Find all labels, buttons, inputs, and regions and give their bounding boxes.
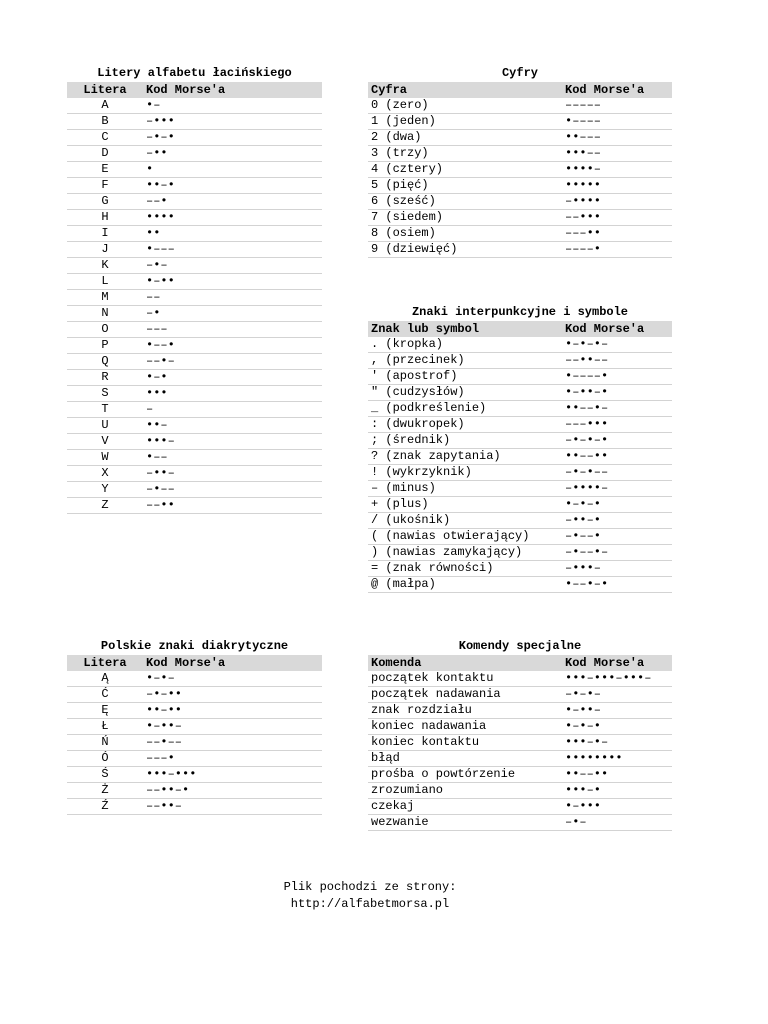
symbol-cell: = (znak równości) [368, 561, 562, 577]
table-row [67, 498, 322, 514]
special-commands-section [368, 638, 672, 831]
morse-code-cell: •––•–• [562, 577, 672, 593]
symbol-cell: W [67, 450, 143, 466]
table-row [67, 338, 322, 354]
symbol-cell: 4 (cztery) [368, 162, 562, 178]
table-row [67, 402, 322, 418]
table-row [67, 735, 322, 751]
table-row [67, 306, 322, 322]
polish-diacritics-title: Polskie znaki diakrytyczne [100, 639, 289, 653]
table-row [368, 735, 672, 751]
column-header: Kod Morse'a [143, 655, 322, 671]
symbol-cell: ( (nawias otwierający) [368, 529, 562, 545]
morse-code-cell: •–•–• [562, 497, 672, 513]
table-row [368, 146, 672, 162]
table-row [368, 98, 672, 114]
table-row [67, 482, 322, 498]
symbol-cell: . (kropka) [368, 337, 562, 353]
table-row [67, 162, 322, 178]
morse-code-cell: –– [143, 290, 322, 306]
symbol-cell: Ó [67, 751, 143, 767]
table-row [368, 130, 672, 146]
symbol-cell: 9 (dziewięć) [368, 242, 562, 258]
morse-code-cell: •–––– [562, 114, 672, 130]
morse-code-cell: –•–•–– [562, 465, 672, 481]
morse-code-cell: •••–••• [143, 767, 322, 783]
morse-code-cell: ––•–– [143, 735, 322, 751]
table-row [368, 719, 672, 735]
table-row [368, 799, 672, 815]
table-row [368, 545, 672, 561]
symbol-cell: C [67, 130, 143, 146]
symbol-cell: : (dwukropek) [368, 417, 562, 433]
symbol-cell: + (plus) [368, 497, 562, 513]
table-row [368, 194, 672, 210]
symbol-cell: O [67, 322, 143, 338]
table-header-row [67, 655, 322, 671]
table-row [67, 194, 322, 210]
symbol-cell: _ (podkreślenie) [368, 401, 562, 417]
morse-code-cell: •–•–• [562, 719, 672, 735]
table-row [368, 687, 672, 703]
table-row [368, 401, 672, 417]
symbol-cell: Q [67, 354, 143, 370]
digits-section [368, 65, 672, 258]
table-header-row [368, 82, 672, 98]
morse-code-cell: –•–• [143, 130, 322, 146]
table-header-row [368, 321, 672, 337]
morse-code-cell: •–•• [143, 274, 322, 290]
symbol-cell: H [67, 210, 143, 226]
table-row [368, 481, 672, 497]
column-header: Kod Morse'a [562, 82, 672, 98]
table-row [368, 671, 672, 687]
morse-code-cell: •••–•– [562, 735, 672, 751]
column-header: Znak lub symbol [368, 321, 562, 337]
table-row [67, 767, 322, 783]
morse-code-cell: ––••–– [562, 353, 672, 369]
morse-code-cell: –•– [562, 815, 672, 831]
column-header: Komenda [368, 655, 562, 671]
symbol-cell: Ą [67, 671, 143, 687]
morse-code-cell: •– [143, 98, 322, 114]
morse-code-cell: ––••–• [143, 783, 322, 799]
symbol-cell: Ś [67, 767, 143, 783]
column-header: Kod Morse'a [562, 321, 672, 337]
symbol-cell: @ (małpa) [368, 577, 562, 593]
morse-code-cell: ••––•• [562, 449, 672, 465]
symbol-cell: początek nadawania [368, 687, 562, 703]
morse-code-cell: ••––•– [562, 401, 672, 417]
morse-code-cell: •––– [143, 242, 322, 258]
symbol-cell: L [67, 274, 143, 290]
morse-code-cell: ––––– [562, 98, 672, 114]
column-header: Cyfra [368, 82, 562, 98]
symbol-cell: 0 (zero) [368, 98, 562, 114]
symbol-cell: M [67, 290, 143, 306]
table-row [67, 146, 322, 162]
symbol-cell: koniec nadawania [368, 719, 562, 735]
morse-code-cell: •–• [143, 370, 322, 386]
footer-source-url: http://alfabetmorsa.pl [290, 897, 450, 911]
table-row [368, 577, 672, 593]
punctuation-title: Znaki interpunkcyjne i symbole [411, 305, 629, 319]
morse-code-cell: –••– [143, 466, 322, 482]
symbol-cell: 6 (sześć) [368, 194, 562, 210]
morse-code-cell: –•••– [562, 561, 672, 577]
table-row [67, 258, 322, 274]
symbol-cell: S [67, 386, 143, 402]
morse-code-cell: –•––•– [562, 545, 672, 561]
morse-code-cell: –•– [143, 258, 322, 274]
symbol-cell: Y [67, 482, 143, 498]
symbol-cell: 5 (pięć) [368, 178, 562, 194]
symbol-cell: 8 (osiem) [368, 226, 562, 242]
symbol-cell: koniec kontaktu [368, 735, 562, 751]
morse-code-cell: –••• [143, 114, 322, 130]
morse-code-cell: ••–• [143, 178, 322, 194]
morse-code-cell: ––••– [143, 799, 322, 815]
morse-code-cell: •••– [143, 434, 322, 450]
morse-code-cell: •••–• [562, 783, 672, 799]
morse-code-cell: •–•– [143, 671, 322, 687]
table-row [67, 210, 322, 226]
morse-code-cell: –•–•–• [562, 433, 672, 449]
morse-code-cell: –• [143, 306, 322, 322]
symbol-cell: ) (nawias zamykający) [368, 545, 562, 561]
morse-code-cell: –––•• [562, 226, 672, 242]
symbol-cell: B [67, 114, 143, 130]
table-row [368, 529, 672, 545]
punctuation-section [368, 304, 672, 593]
symbol-cell: " (cudzysłów) [368, 385, 562, 401]
table-row [67, 354, 322, 370]
table-row [67, 130, 322, 146]
morse-code-cell: –––• [143, 751, 322, 767]
symbol-cell: 2 (dwa) [368, 130, 562, 146]
latin-letters-section [67, 65, 322, 514]
table-row [368, 337, 672, 353]
table-row [368, 815, 672, 831]
column-header: Kod Morse'a [562, 655, 672, 671]
symbol-cell: V [67, 434, 143, 450]
symbol-cell: – (minus) [368, 481, 562, 497]
table-row [67, 450, 322, 466]
symbol-cell: 3 (trzy) [368, 146, 562, 162]
morse-code-cell: •••••••• [562, 751, 672, 767]
table-row [67, 242, 322, 258]
symbol-cell: znak rozdziału [368, 703, 562, 719]
symbol-cell: , (przecinek) [368, 353, 562, 369]
table-row [67, 687, 322, 703]
table-row [368, 703, 672, 719]
morse-code-cell: –•• [143, 146, 322, 162]
table-row [368, 433, 672, 449]
symbol-cell: ' (apostrof) [368, 369, 562, 385]
table-row [67, 370, 322, 386]
column-header: Litera [67, 655, 143, 671]
symbol-cell: U [67, 418, 143, 434]
table-row [67, 751, 322, 767]
table-row [368, 497, 672, 513]
symbol-cell: T [67, 402, 143, 418]
digits-title: Cyfry [501, 66, 538, 80]
symbol-cell: I [67, 226, 143, 242]
table-row [368, 783, 672, 799]
table-row [67, 671, 322, 687]
table-row [67, 226, 322, 242]
symbol-cell: ? (znak zapytania) [368, 449, 562, 465]
table-row [368, 561, 672, 577]
morse-code-cell: –••••– [562, 481, 672, 497]
symbol-cell: / (ukośnik) [368, 513, 562, 529]
symbol-cell: początek kontaktu [368, 671, 562, 687]
morse-code-cell: ••– [143, 418, 322, 434]
symbol-cell: P [67, 338, 143, 354]
table-row [67, 114, 322, 130]
column-header: Litera [67, 82, 143, 98]
symbol-cell: zrozumiano [368, 783, 562, 799]
morse-code-cell: –•–– [143, 482, 322, 498]
symbol-cell: Z [67, 498, 143, 514]
symbol-cell: Ę [67, 703, 143, 719]
table-row [67, 434, 322, 450]
symbol-cell: K [67, 258, 143, 274]
morse-code-cell: ••• [143, 386, 322, 402]
morse-code-cell: •–••–• [562, 385, 672, 401]
morse-code-cell: •••• [143, 210, 322, 226]
digits-table [368, 82, 672, 258]
table-row [67, 783, 322, 799]
morse-code-cell: ––• [143, 194, 322, 210]
morse-code-cell: •–••– [562, 703, 672, 719]
special-commands-title: Komendy specjalne [458, 639, 582, 653]
morse-code-cell: ••––•• [562, 767, 672, 783]
morse-code-cell: –•–•– [562, 687, 672, 703]
symbol-cell: 1 (jeden) [368, 114, 562, 130]
table-row [368, 513, 672, 529]
morse-code-cell: ––•– [143, 354, 322, 370]
morse-code-cell: ––– [143, 322, 322, 338]
symbol-cell: A [67, 98, 143, 114]
source-footer [220, 879, 520, 913]
morse-code-cell: •••–•••–•••– [562, 671, 672, 687]
special-commands-table [368, 655, 672, 831]
table-row [67, 98, 322, 114]
table-row [368, 178, 672, 194]
table-row [368, 767, 672, 783]
table-row [67, 274, 322, 290]
table-row [67, 386, 322, 402]
symbol-cell: F [67, 178, 143, 194]
table-row [368, 162, 672, 178]
symbol-cell: prośba o powtórzenie [368, 767, 562, 783]
footer-source-label: Plik pochodzi ze strony: [283, 880, 457, 894]
morse-code-cell: –•–•• [143, 687, 322, 703]
symbol-cell: 7 (siedem) [368, 210, 562, 226]
table-row [368, 369, 672, 385]
table-row [368, 385, 672, 401]
table-row [67, 703, 322, 719]
column-header: Kod Morse'a [143, 82, 322, 98]
table-row [67, 418, 322, 434]
symbol-cell: N [67, 306, 143, 322]
morse-code-cell: –••–• [562, 513, 672, 529]
table-row [67, 799, 322, 815]
table-row [368, 417, 672, 433]
symbol-cell: Ź [67, 799, 143, 815]
symbol-cell: Ł [67, 719, 143, 735]
morse-code-cell: –•––• [562, 529, 672, 545]
morse-code-cell: ••••– [562, 162, 672, 178]
symbol-cell: ; (średnik) [368, 433, 562, 449]
punctuation-table [368, 321, 672, 593]
table-header-row [368, 655, 672, 671]
morse-code-cell: –•••• [562, 194, 672, 210]
table-row [368, 242, 672, 258]
morse-code-cell: ••••• [562, 178, 672, 194]
morse-code-cell: ––••• [562, 210, 672, 226]
table-row [368, 449, 672, 465]
morse-code-cell: •––• [143, 338, 322, 354]
morse-code-cell: •–•–•– [562, 337, 672, 353]
morse-code-cell: ••––– [562, 130, 672, 146]
morse-code-cell: ––•• [143, 498, 322, 514]
table-row [368, 210, 672, 226]
morse-code-cell: •• [143, 226, 322, 242]
symbol-cell: X [67, 466, 143, 482]
table-row [368, 226, 672, 242]
table-row [67, 322, 322, 338]
table-row [368, 353, 672, 369]
symbol-cell: czekaj [368, 799, 562, 815]
polish-diacritics-section [67, 638, 322, 815]
morse-code-cell: •••–– [562, 146, 672, 162]
table-row [67, 290, 322, 306]
morse-code-cell: –––••• [562, 417, 672, 433]
morse-code-cell: •–– [143, 450, 322, 466]
symbol-cell: R [67, 370, 143, 386]
morse-code-cell: ••–•• [143, 703, 322, 719]
symbol-cell: Ń [67, 735, 143, 751]
morse-code-cell: •–••– [143, 719, 322, 735]
latin-letters-table [67, 82, 322, 514]
morse-code-cell: •––––• [562, 369, 672, 385]
polish-diacritics-table [67, 655, 322, 815]
table-row [67, 719, 322, 735]
symbol-cell: G [67, 194, 143, 210]
table-row [368, 751, 672, 767]
table-row [368, 465, 672, 481]
table-header-row [67, 82, 322, 98]
table-row [368, 114, 672, 130]
morse-code-cell: • [143, 162, 322, 178]
morse-code-cell: ––––• [562, 242, 672, 258]
symbol-cell: błąd [368, 751, 562, 767]
symbol-cell: Ć [67, 687, 143, 703]
table-row [67, 466, 322, 482]
symbol-cell: J [67, 242, 143, 258]
morse-code-cell: – [143, 402, 322, 418]
symbol-cell: Ż [67, 783, 143, 799]
morse-code-cell: •–••• [562, 799, 672, 815]
symbol-cell: D [67, 146, 143, 162]
latin-letters-title: Litery alfabetu łacińskiego [97, 66, 292, 80]
table-row [67, 178, 322, 194]
symbol-cell: E [67, 162, 143, 178]
symbol-cell: wezwanie [368, 815, 562, 831]
symbol-cell: ! (wykrzyknik) [368, 465, 562, 481]
